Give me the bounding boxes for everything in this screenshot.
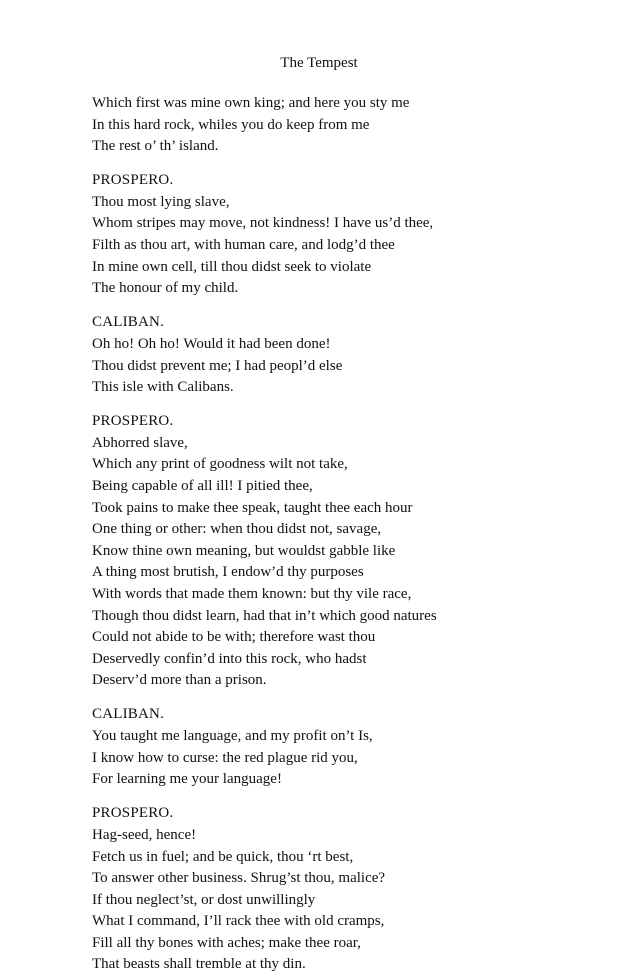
verse-line: Being capable of all ill! I pitied thee, bbox=[92, 478, 313, 494]
verse-line: Which first was mine own king; and here you sty me bbox=[92, 95, 410, 111]
verse-line: That beasts shall tremble at thy din. bbox=[92, 956, 306, 973]
speaker-name: PROSPERO. bbox=[92, 172, 174, 189]
stanza-gap bbox=[92, 692, 592, 705]
verse-line: Whom stripes may move, not kindness! I have us’d thee, bbox=[92, 215, 434, 232]
verse-line: What I command, I’ll rack thee with old cramps, bbox=[92, 913, 385, 930]
verse-line: Could not abide to be with; therefore wast thou bbox=[92, 629, 376, 646]
verse-line: The rest o’ th’ island. bbox=[92, 138, 219, 155]
verse-line: One thing or other: when thou didst not, savage, bbox=[92, 521, 382, 538]
verse-line: For learning me your language! bbox=[92, 771, 282, 788]
verse-line: Know thine own meaning, but wouldst gabble like bbox=[92, 542, 396, 559]
verse-line: A thing most brutish, I endow’d thy purposes bbox=[92, 564, 364, 581]
speech-block bbox=[92, 704, 592, 790]
stanza-gap bbox=[92, 399, 592, 412]
verse-line: Thou most lying slave, bbox=[92, 193, 230, 210]
verse-line: Fetch us in fuel; and be quick, thou ‘rt best, bbox=[92, 848, 354, 865]
verse-line: You taught me language, and my profit on’t Is, bbox=[92, 728, 373, 745]
speech-block bbox=[92, 312, 592, 398]
stanza-gap bbox=[92, 158, 592, 171]
speech-block bbox=[92, 93, 592, 158]
speech-block bbox=[92, 411, 592, 692]
verse-line: I know how to curse: the red plague rid you, bbox=[92, 749, 358, 766]
verse-line: Abhorred slave, bbox=[92, 434, 188, 451]
verse-line: Thou didst prevent me; I had peopl’d else bbox=[92, 357, 343, 374]
speech-block bbox=[92, 170, 592, 300]
verse-line: Deservedly confin’d into this rock, who hadst bbox=[92, 650, 367, 667]
verse-line: With words that made them known: but thy vile race, bbox=[92, 585, 412, 602]
speech-block bbox=[92, 803, 592, 976]
verse-line: To answer other business. Shrug’st thou, malice? bbox=[92, 870, 386, 887]
stanza-gap bbox=[92, 791, 592, 804]
play-text bbox=[92, 93, 592, 976]
verse-line: Oh ho! Oh ho! Would it had been done! bbox=[92, 335, 331, 352]
verse-line: The honour of my child. bbox=[92, 280, 239, 297]
verse-line: Fill all thy bones with aches; make thee roar, bbox=[92, 934, 361, 951]
verse-line: Hag-seed, hence! bbox=[92, 826, 197, 843]
verse-line: Though thou didst learn, had that in’t which good natures bbox=[92, 607, 437, 624]
speaker-name: PROSPERO. bbox=[92, 413, 174, 430]
verse-line: If thou neglect’st, or dost unwillingly bbox=[92, 891, 316, 908]
speaker-name: CALIBAN. bbox=[92, 706, 165, 723]
verse-line: In mine own cell, till thou didst seek to violate bbox=[92, 258, 372, 275]
verse-line: Took pains to make thee speak, taught thee each hour bbox=[92, 499, 413, 516]
verse-line: Which any print of goodness wilt not take, bbox=[92, 456, 348, 473]
page-title: The Tempest bbox=[280, 55, 358, 71]
speaker-name: CALIBAN. bbox=[92, 314, 165, 331]
verse-line: This isle with Calibans. bbox=[92, 379, 234, 396]
verse-line: In this hard rock, whiles you do keep from me bbox=[92, 116, 370, 133]
verse-line: Filth as thou art, with human care, and lodg’d thee bbox=[92, 237, 395, 254]
speaker-name: PROSPERO. bbox=[92, 805, 174, 822]
stanza-gap bbox=[92, 300, 592, 313]
verse-line: Deserv’d more than a prison. bbox=[92, 672, 267, 689]
